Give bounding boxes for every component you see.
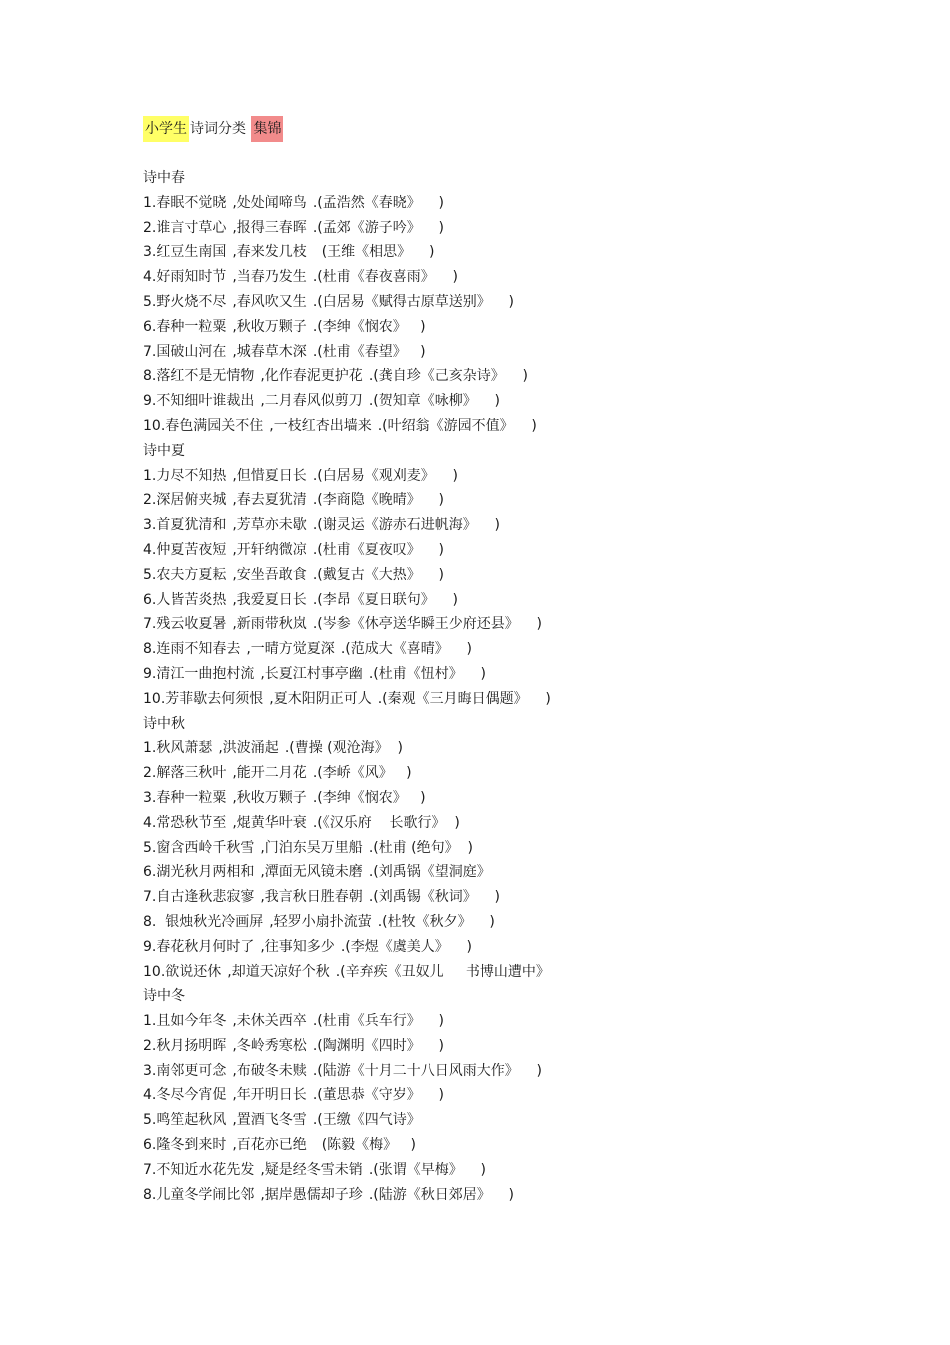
- poem-source: .(陶渊明《四时》 ): [312, 1037, 444, 1054]
- poem-second-half: ,秋收万颗子: [232, 789, 307, 806]
- poem-source: .(李绅《悯农》 ): [312, 789, 426, 806]
- poem-line: [143, 860, 903, 885]
- poem-source: .(杜甫 (绝句》 ): [368, 839, 473, 856]
- poem-line: [143, 588, 903, 613]
- poem-source: .(李煜《虞美人》 ): [340, 938, 472, 955]
- poem-second-half: ,春去夏犹清: [232, 492, 307, 509]
- poem-first-half: 3.南邻更可念: [143, 1062, 227, 1079]
- poem-line: [143, 364, 903, 389]
- poem-second-half: ,新雨带秋岚: [232, 616, 307, 633]
- poem-first-half: 4.常恐秋节至: [143, 814, 227, 831]
- poem-first-half: 3.春种一粒粟: [143, 789, 227, 806]
- poem-second-half: ,往事知多少: [260, 938, 335, 955]
- title-middle: 诗词分类: [190, 121, 246, 137]
- document-title: [143, 116, 903, 142]
- poem-line: [143, 389, 903, 414]
- poem-second-half: ,洪波涌起: [218, 740, 279, 757]
- poem-source: .(辛弃疾《丑奴儿 书博山遭中》: [335, 963, 550, 980]
- poem-second-half: ,能开二月花: [232, 765, 307, 782]
- poem-first-half: 2.谁言寸草心: [143, 219, 227, 236]
- poem-second-half: ,开轩纳微凉: [232, 541, 307, 558]
- poem-sections: [143, 166, 903, 1207]
- poem-second-half: ,未休关西卒: [232, 1013, 307, 1030]
- poem-line: [143, 563, 903, 588]
- poem-line: [143, 488, 903, 513]
- poem-first-half: 5.鸣笙起秋风: [143, 1112, 227, 1129]
- poem-source: .(张谓《早梅》 ): [368, 1161, 486, 1178]
- poem-second-half: ,二月春风似剪刀: [260, 393, 363, 410]
- poem-second-half: ,焜黄华叶衰: [232, 814, 307, 831]
- poem-first-half: 2.深居俯夹城: [143, 492, 227, 509]
- poem-second-half: ,安坐吾敢食: [232, 566, 307, 583]
- poem-first-half: 2.秋月扬明晖: [143, 1037, 227, 1054]
- poem-source: .(李绅《悯农》 ): [312, 318, 426, 335]
- poem-line: [143, 811, 903, 836]
- poem-source: .(李峤《风》 ): [312, 765, 412, 782]
- poem-second-half: ,处处闻啼鸟: [232, 194, 307, 211]
- poem-second-half: ,我言秋日胜春朝: [260, 889, 363, 906]
- poem-source: .(孟浩然《春晓》 ): [312, 194, 444, 211]
- poem-first-half: 1.力尽不知热: [143, 467, 227, 484]
- poem-second-half: ,布破冬未赎: [232, 1062, 307, 1079]
- poem-source: .(李昂《夏日联句》 ): [312, 591, 458, 608]
- poem-line: [143, 662, 903, 687]
- poem-line: [143, 1034, 903, 1059]
- poem-source: .(杜甫《忸村》 ): [368, 665, 486, 682]
- poem-source: .(谢灵运《游赤石进帆海》 ): [312, 517, 500, 534]
- poem-line: [143, 885, 903, 910]
- poem-source: .(董思恭《守岁》 ): [312, 1087, 444, 1104]
- poem-source: .(秦观《三月晦日偶题》 ): [377, 690, 551, 707]
- poem-source: .(叶绍翁《游园不值》 ): [377, 417, 537, 434]
- poem-line: [143, 612, 903, 637]
- poem-first-half: 9.清江一曲抱村流: [143, 665, 255, 682]
- poem-line: [143, 538, 903, 563]
- poem-first-half: 5.农夫方夏耘: [143, 566, 227, 583]
- poem-second-half: ,芳草亦未歇: [232, 517, 307, 534]
- poem-first-half: 8.儿童冬学闹比邻: [143, 1186, 255, 1203]
- title-highlight-yellow: 小学生: [143, 116, 189, 142]
- poem-source: .(李商隐《晚晴》 ): [312, 492, 444, 509]
- poem-source: .(岑参《休亭送华瞬王少府还县》 ): [312, 616, 542, 633]
- poem-second-half: ,春风吹又生: [232, 293, 307, 310]
- section-heading: 诗中秋: [143, 715, 185, 732]
- poem-line: [143, 340, 903, 365]
- poem-first-half: 7.国破山河在: [143, 343, 227, 360]
- poem-line: [143, 960, 903, 985]
- poem-source: .(王缴《四气诗》: [312, 1112, 421, 1129]
- poem-second-half: ,报得三春晖: [232, 219, 307, 236]
- poem-line: [143, 265, 903, 290]
- section-heading: 诗中夏: [143, 442, 185, 459]
- poem-line: [143, 1183, 903, 1208]
- poem-second-half: ,轻罗小扇扑流萤: [269, 913, 372, 930]
- poem-second-half: ,年开明日长: [232, 1087, 307, 1104]
- poem-line: [143, 1059, 903, 1084]
- poem-first-half: 6.隆冬到来时: [143, 1137, 227, 1154]
- poem-first-half: 1.秋风萧瑟: [143, 740, 213, 757]
- poem-source: .(刘禹锅《望洞庭》: [368, 864, 491, 881]
- poem-source: .(陆游《十月二十八日风雨大作》 ): [312, 1062, 542, 1079]
- section-heading: 诗中春: [143, 170, 185, 186]
- poem-first-half: 6.人皆苦炎热: [143, 591, 227, 608]
- poem-first-half: 3.红豆生南国: [143, 244, 227, 261]
- poem-first-half: 7.自古逢秋悲寂寥: [143, 889, 255, 906]
- poem-second-half: ,门泊东吴万里船: [260, 839, 363, 856]
- poem-source: .(杜甫《春望》 ): [312, 343, 426, 360]
- poem-first-half: 10.欲说还休: [143, 963, 222, 980]
- poem-first-half: 2.解落三秋叶: [143, 765, 227, 782]
- poem-second-half: ,冬岭秀寒松: [232, 1037, 307, 1054]
- poem-line: [143, 836, 903, 861]
- poem-second-half: ,却道天凉好个秋: [227, 963, 330, 980]
- poem-line: [143, 1009, 903, 1034]
- poem-source: .(杜甫《兵车行》 ): [312, 1013, 444, 1030]
- poem-source: .(杜甫《夏夜叹》 ): [312, 541, 444, 558]
- poem-second-half: ,据岸愚儒却子珍: [260, 1186, 363, 1203]
- poem-second-half: ,夏木阳阴正可人: [269, 690, 372, 707]
- poem-line: [143, 191, 903, 216]
- poem-source: .(贺知章《咏柳》 ): [368, 393, 500, 410]
- poem-line: [143, 736, 903, 761]
- poem-second-half: ,百花亦已绝: [232, 1137, 307, 1154]
- poem-source: .(陆游《秋日郊居》 ): [368, 1186, 514, 1203]
- poem-line: [143, 761, 903, 786]
- poem-second-half: ,置酒飞冬雪: [232, 1112, 307, 1129]
- poem-second-half: ,但惜夏日长: [232, 467, 307, 484]
- poem-first-half: 1.春眠不觉晓: [143, 194, 227, 211]
- poem-first-half: 3.首夏犹清和: [143, 517, 227, 534]
- poem-source: .(刘禹锡《秋词》 ): [368, 889, 500, 906]
- poem-line: [143, 240, 903, 265]
- poem-line: [143, 290, 903, 315]
- poem-line: [143, 786, 903, 811]
- poem-second-half: ,我爱夏日长: [232, 591, 307, 608]
- poem-second-half: ,潭面无风镜未磨: [260, 864, 363, 881]
- poem-line: [143, 216, 903, 241]
- poem-first-half: 10.芳菲歇去何须恨: [143, 690, 264, 707]
- poem-first-half: 9.春花秋月何时了: [143, 938, 255, 955]
- poem-second-half: ,春来发几枝: [232, 244, 307, 261]
- poem-line: [143, 637, 903, 662]
- poem-first-half: 9.不知细叶谁裁出: [143, 393, 255, 410]
- poem-line: [143, 687, 903, 712]
- poem-line: [143, 315, 903, 340]
- poem-first-half: 8.落红不是无情物: [143, 368, 255, 385]
- poem-first-half: 8. 银烛秋光冷画屏: [143, 913, 264, 930]
- poem-source: .(《汉乐府 长歌行》 ): [312, 814, 460, 831]
- poem-source: .(曹操 (观沧海》 ): [284, 740, 403, 757]
- poem-source: (陈毅《梅》 ): [312, 1137, 416, 1154]
- poem-line: [143, 1083, 903, 1108]
- poem-first-half: 10.春色满园关不住: [143, 417, 264, 434]
- poem-first-half: 4.冬尽今宵促: [143, 1087, 227, 1104]
- poem-first-half: 5.野火烧不尽: [143, 293, 227, 310]
- poem-first-half: 4.好雨知时节: [143, 269, 227, 286]
- poem-first-half: 7.不知近水花先发: [143, 1161, 255, 1178]
- poem-first-half: 8.连雨不知春去: [143, 641, 241, 658]
- poem-first-half: 7.残云收夏暑: [143, 616, 227, 633]
- poem-line: [143, 464, 903, 489]
- poem-first-half: 1.且如今年冬: [143, 1013, 227, 1030]
- poem-second-half: ,一枝红杏出墙来: [269, 417, 372, 434]
- poem-first-half: 6.春种一粒粟: [143, 318, 227, 335]
- poem-first-half: 4.仲夏苦夜短: [143, 541, 227, 558]
- title-highlight-red: 集锦: [251, 116, 283, 142]
- poem-first-half: 6.湖光秋月两相和: [143, 864, 255, 881]
- poem-second-half: ,化作春泥更护花: [260, 368, 363, 385]
- poem-second-half: ,当春乃发生: [232, 269, 307, 286]
- section-heading: 诗中冬: [143, 988, 185, 1005]
- document-page: [143, 116, 903, 1207]
- poem-source: .(龚自珍《己亥杂诗》 ): [368, 368, 528, 385]
- poem-line: [143, 935, 903, 960]
- poem-source: (王维《相思》 ): [312, 244, 435, 261]
- poem-line: [143, 1158, 903, 1183]
- poem-source: .(杜牧《秋夕》 ): [377, 913, 495, 930]
- poem-line: [143, 1133, 903, 1158]
- poem-line: [143, 1108, 903, 1133]
- poem-source: .(孟郊《游子吟》 ): [312, 219, 444, 236]
- poem-second-half: ,秋收万颗子: [232, 318, 307, 335]
- poem-first-half: 5.窗含西岭千秋雪: [143, 839, 255, 856]
- poem-source: .(戴复古《大热》 ): [312, 566, 444, 583]
- poem-second-half: ,一晴方觉夏深: [246, 641, 335, 658]
- poem-source: .(白居易《观刈麦》 ): [312, 467, 458, 484]
- poem-second-half: ,城春草木深: [232, 343, 307, 360]
- poem-line: [143, 513, 903, 538]
- poem-source: .(范成大《喜晴》 ): [340, 641, 472, 658]
- poem-second-half: ,长夏江村事亭幽: [260, 665, 363, 682]
- poem-line: [143, 414, 903, 439]
- poem-source: .(杜甫《春夜喜雨》 ): [312, 269, 458, 286]
- poem-line: [143, 910, 903, 935]
- poem-second-half: ,疑是经冬雪未销: [260, 1161, 363, 1178]
- poem-source: .(白居易《赋得古原草送别》 ): [312, 293, 514, 310]
